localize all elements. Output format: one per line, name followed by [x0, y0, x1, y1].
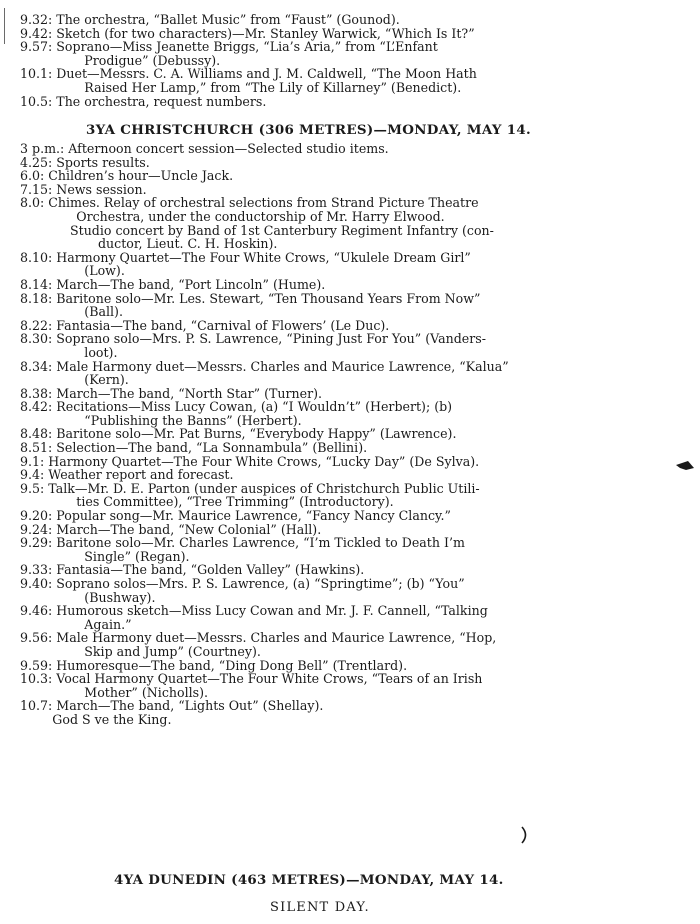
entry-time: 9.46: — [20, 603, 53, 619]
entry-time: 8.18: — [20, 290, 53, 306]
entry-text — [52, 13, 642, 27]
entry-line: March—The band, “Lights Out” (Shellay). — [56, 698, 324, 714]
entry-text — [52, 332, 642, 359]
entry-time: 9.29: — [20, 535, 53, 551]
programme-entry — [20, 251, 642, 278]
entry-time: 3 p.m.: — [20, 141, 65, 156]
entry-text — [52, 577, 642, 604]
entry-time: 6.0: — [20, 168, 45, 184]
entry-text — [52, 699, 642, 726]
entry-line: Baritone solo—Mr. Les. Stewart, “Ten Thousand Years From Now” — [56, 290, 481, 306]
entry-line: Again.” — [84, 616, 132, 632]
entry-line: Vocal Harmony Quartet—The Four White Crows, “Tears of an Irish — [56, 671, 483, 687]
entry-line: (Ball). — [84, 304, 123, 320]
entry-time: 7.15: — [20, 181, 53, 197]
christchurch-heading: 3YA CHRISTCHURCH (306 METRES)—MONDAY, MAY 14. — [86, 122, 531, 138]
programme-entry — [20, 604, 642, 631]
programme-entry — [20, 292, 642, 319]
entry-time: 9.40: — [20, 576, 53, 591]
entry-line: Talk—Mr. D. E. Parton (under auspices of Christchurch Public Utili- — [48, 480, 480, 496]
entry-text — [52, 183, 642, 197]
entry-text — [44, 455, 642, 469]
programme-entry — [20, 427, 642, 441]
entry-time: 10.7: — [20, 698, 53, 714]
entry-line: Fantasia—The band, “Golden Valley” (Hawkins). — [56, 562, 365, 578]
entry-text — [52, 251, 642, 278]
entry-time: 8.51: — [20, 440, 53, 456]
programme-entry — [20, 13, 642, 27]
top-programme-block — [0, 13, 642, 108]
programme-entry — [20, 319, 642, 333]
entry-text — [52, 387, 642, 401]
entry-text — [52, 400, 642, 427]
entry-line: Sports results. — [56, 154, 150, 170]
programme-entry — [20, 169, 642, 183]
entry-text — [52, 659, 642, 673]
programme-entry — [20, 400, 642, 427]
entry-time: 8.34: — [20, 358, 53, 374]
entry-line: Male Harmony duet—Messrs. Charles and Maurice Lawrence, “Kalua” — [56, 358, 509, 374]
entry-line: Chimes. Relay of orchestral selections from Strand Picture Theatre — [48, 195, 479, 211]
entry-line: Harmony Quartet—The Four White Crows, “Lucky Day” (De Sylva). — [48, 453, 480, 469]
page-edge-arrow-mark — [676, 459, 694, 473]
programme-entry — [20, 563, 642, 577]
entry-line: Humoresque—The band, “Ding Dong Bell” (Trentlard). — [56, 657, 408, 673]
entry-line: Fantasia—The band, “Carnival of Flowers’ (Le Duc). — [56, 317, 390, 333]
entry-line: Duet—Messrs. C. A. Williams and J. M. Caldwell, “The Moon Hath — [56, 66, 477, 82]
entry-text — [52, 604, 642, 631]
entry-text — [52, 672, 642, 699]
entry-line: Single” (Regan). — [84, 548, 190, 564]
entry-text — [52, 509, 642, 523]
entry-text — [52, 631, 642, 658]
entry-line: Raised Her Lamp,” from “The Lily of Killarney” (Benedict). — [84, 79, 462, 95]
entry-text — [52, 67, 642, 94]
programme-entry — [20, 40, 642, 67]
entry-time: 8.48: — [20, 426, 53, 442]
entry-text — [52, 95, 642, 109]
closing-anthem-line: God S ve the King. — [52, 711, 172, 727]
studio-concert-line-2: ductor, Lieut. C. H. Hoskin). — [98, 236, 278, 252]
entry-line: Male Harmony duet—Messrs. Charles and Maurice Lawrence, “Hop, — [56, 630, 497, 646]
entry-time: 10.1: — [20, 66, 53, 82]
christchurch-entries-evening — [0, 251, 642, 727]
entry-time: 9.20: — [20, 508, 53, 524]
programme-entry — [20, 536, 642, 563]
entry-line: Sketch (for two characters)—Mr. Stanley Warwick, “Which Is It?” — [56, 25, 475, 41]
entry-time: 8.30: — [20, 331, 53, 347]
entry-line: Mother” (Nicholls). — [84, 684, 209, 700]
entry-line: Soprano—Miss Jeanette Briggs, “Lia’s Aria,” from “L’Enfant — [56, 39, 438, 55]
programme-entry — [20, 360, 642, 387]
programme-entry — [20, 455, 642, 469]
programme-entry — [20, 95, 642, 109]
entry-line: Orchestra, under the conductorship of Mr. Harry Elwood. — [76, 208, 445, 224]
christchurch-entries — [0, 142, 642, 224]
programme-entry — [20, 278, 642, 292]
studio-concert-note — [70, 224, 642, 251]
entry-line: Baritone solo—Mr. Pat Burns, “Everybody Happy” (Lawrence). — [56, 426, 457, 442]
entry-time: 9.32: — [20, 12, 53, 27]
entry-text — [44, 196, 642, 223]
entry-line: March—The band, “Port Lincoln” (Hume). — [56, 276, 326, 292]
entry-line: Children’s hour—Uncle Jack. — [48, 168, 234, 184]
silent-day-note: SILENT DAY. — [270, 900, 370, 915]
entry-line: loot). — [84, 344, 118, 360]
programme-entry — [20, 142, 642, 156]
entry-line: Harmony Quartet—The Four White Crows, “Ukulele Dream Girl” — [56, 249, 471, 265]
entry-line: (Kern). — [84, 372, 129, 388]
entry-text — [44, 169, 642, 183]
entry-time: 9.59: — [20, 657, 53, 673]
programme-entry — [20, 387, 642, 401]
studio-concert-line-1: Studio concert by Band of 1st Canterbury Regiment Infantry (con- — [70, 222, 494, 238]
programme-entry — [20, 196, 642, 223]
entry-line: Selection—The band, “La Sonnambula” (Bellini). — [56, 440, 368, 456]
programme-entry — [20, 156, 642, 170]
entry-time: 9.4: — [20, 467, 45, 483]
entry-text — [52, 156, 642, 170]
entry-time: 8.10: — [20, 249, 53, 265]
entry-text — [52, 292, 642, 319]
christchurch-programme-block — [0, 113, 642, 727]
programme-entry — [20, 468, 642, 482]
entry-text — [44, 482, 642, 509]
entry-line: Soprano solo—Mrs. P. S. Lawrence, “Pining Just For You” (Vanders- — [56, 331, 486, 347]
entry-text — [52, 427, 642, 441]
entry-time: 4.25: — [20, 154, 53, 170]
entry-text — [52, 441, 642, 455]
entry-text — [44, 468, 642, 482]
entry-text — [52, 523, 642, 537]
entry-time: 9.24: — [20, 521, 53, 537]
programme-entry — [20, 332, 642, 359]
entry-line: News session. — [56, 181, 147, 197]
entry-line: (Bushway). — [84, 589, 156, 605]
programme-entry — [20, 482, 642, 509]
entry-line: March—The band, “North Star” (Turner). — [56, 385, 323, 401]
entry-line: “Publishing the Banns” (Herbert). — [84, 412, 302, 428]
entry-text — [52, 319, 642, 333]
entry-line: Weather report and forecast. — [48, 467, 234, 483]
entry-time: 8.14: — [20, 276, 53, 292]
programme-entry — [20, 699, 642, 726]
entry-text — [52, 40, 642, 67]
entry-text — [52, 360, 642, 387]
programme-entry — [20, 509, 642, 523]
programme-entry — [20, 631, 642, 658]
entry-time: 8.0: — [20, 195, 45, 211]
entry-time: 10.5: — [20, 93, 53, 109]
entry-time: 9.57: — [20, 39, 53, 55]
entry-line: The orchestra, request numbers. — [56, 93, 267, 109]
entry-time: 9.5: — [20, 480, 45, 496]
entry-text — [52, 278, 642, 292]
programme-entry — [20, 183, 642, 197]
entry-line: Skip and Jump” (Courtney). — [84, 643, 261, 659]
entry-line: Baritone solo—Mr. Charles Lawrence, “I’m Tickled to Death I’m — [56, 535, 465, 551]
entry-line: Recitations—Miss Lucy Cowan, (a) “I Wouldn’t” (Herbert); (b) — [56, 399, 453, 415]
entry-line: Afternoon concert session—Selected studio items. — [68, 141, 389, 156]
entry-time: 9.42: — [20, 25, 53, 41]
entry-time: 8.42: — [20, 399, 53, 415]
entry-time: 9.33: — [20, 562, 53, 578]
entry-text — [52, 536, 642, 563]
entry-time: 9.56: — [20, 630, 53, 646]
dunedin-heading: 4YA DUNEDIN (463 METRES)—MONDAY, MAY 14. — [114, 872, 504, 888]
programme-entry — [20, 672, 642, 699]
entry-time: 8.38: — [20, 385, 53, 401]
programme-entry — [20, 659, 642, 673]
programme-entry — [20, 523, 642, 537]
entry-line: (Low). — [84, 263, 125, 279]
entry-line: Soprano solos—Mrs. P. S. Lawrence, (a) “Springtime”; (b) “You” — [56, 576, 465, 591]
entry-time: 8.22: — [20, 317, 53, 333]
entry-line: Humorous sketch—Miss Lucy Cowan and Mr. J. F. Cannell, “Talking — [56, 603, 488, 619]
entry-line: ties Committee), “Tree Trimming” (Introductory). — [76, 494, 394, 510]
programme-entry — [20, 577, 642, 604]
entry-line: The orchestra, “Ballet Music” from “Faust” (Gounod). — [56, 12, 400, 27]
entry-line: Prodigue” (Debussy). — [84, 52, 221, 68]
entry-text — [52, 563, 642, 577]
stray-bracket-mark — [520, 826, 530, 844]
entry-text — [52, 27, 642, 41]
entry-text — [64, 142, 642, 156]
entry-line: March—The band, “New Colonial” (Hall). — [56, 521, 322, 537]
entry-line: Popular song—Mr. Maurice Lawrence, “Fancy Nancy Clancy.” — [56, 508, 451, 524]
dunedin-block — [0, 848, 504, 915]
programme-entry — [20, 67, 642, 94]
entry-time: 9.1: — [20, 453, 45, 469]
programme-entry — [20, 27, 642, 41]
entry-time: 10.3: — [20, 671, 53, 687]
programme-entry — [20, 441, 642, 455]
